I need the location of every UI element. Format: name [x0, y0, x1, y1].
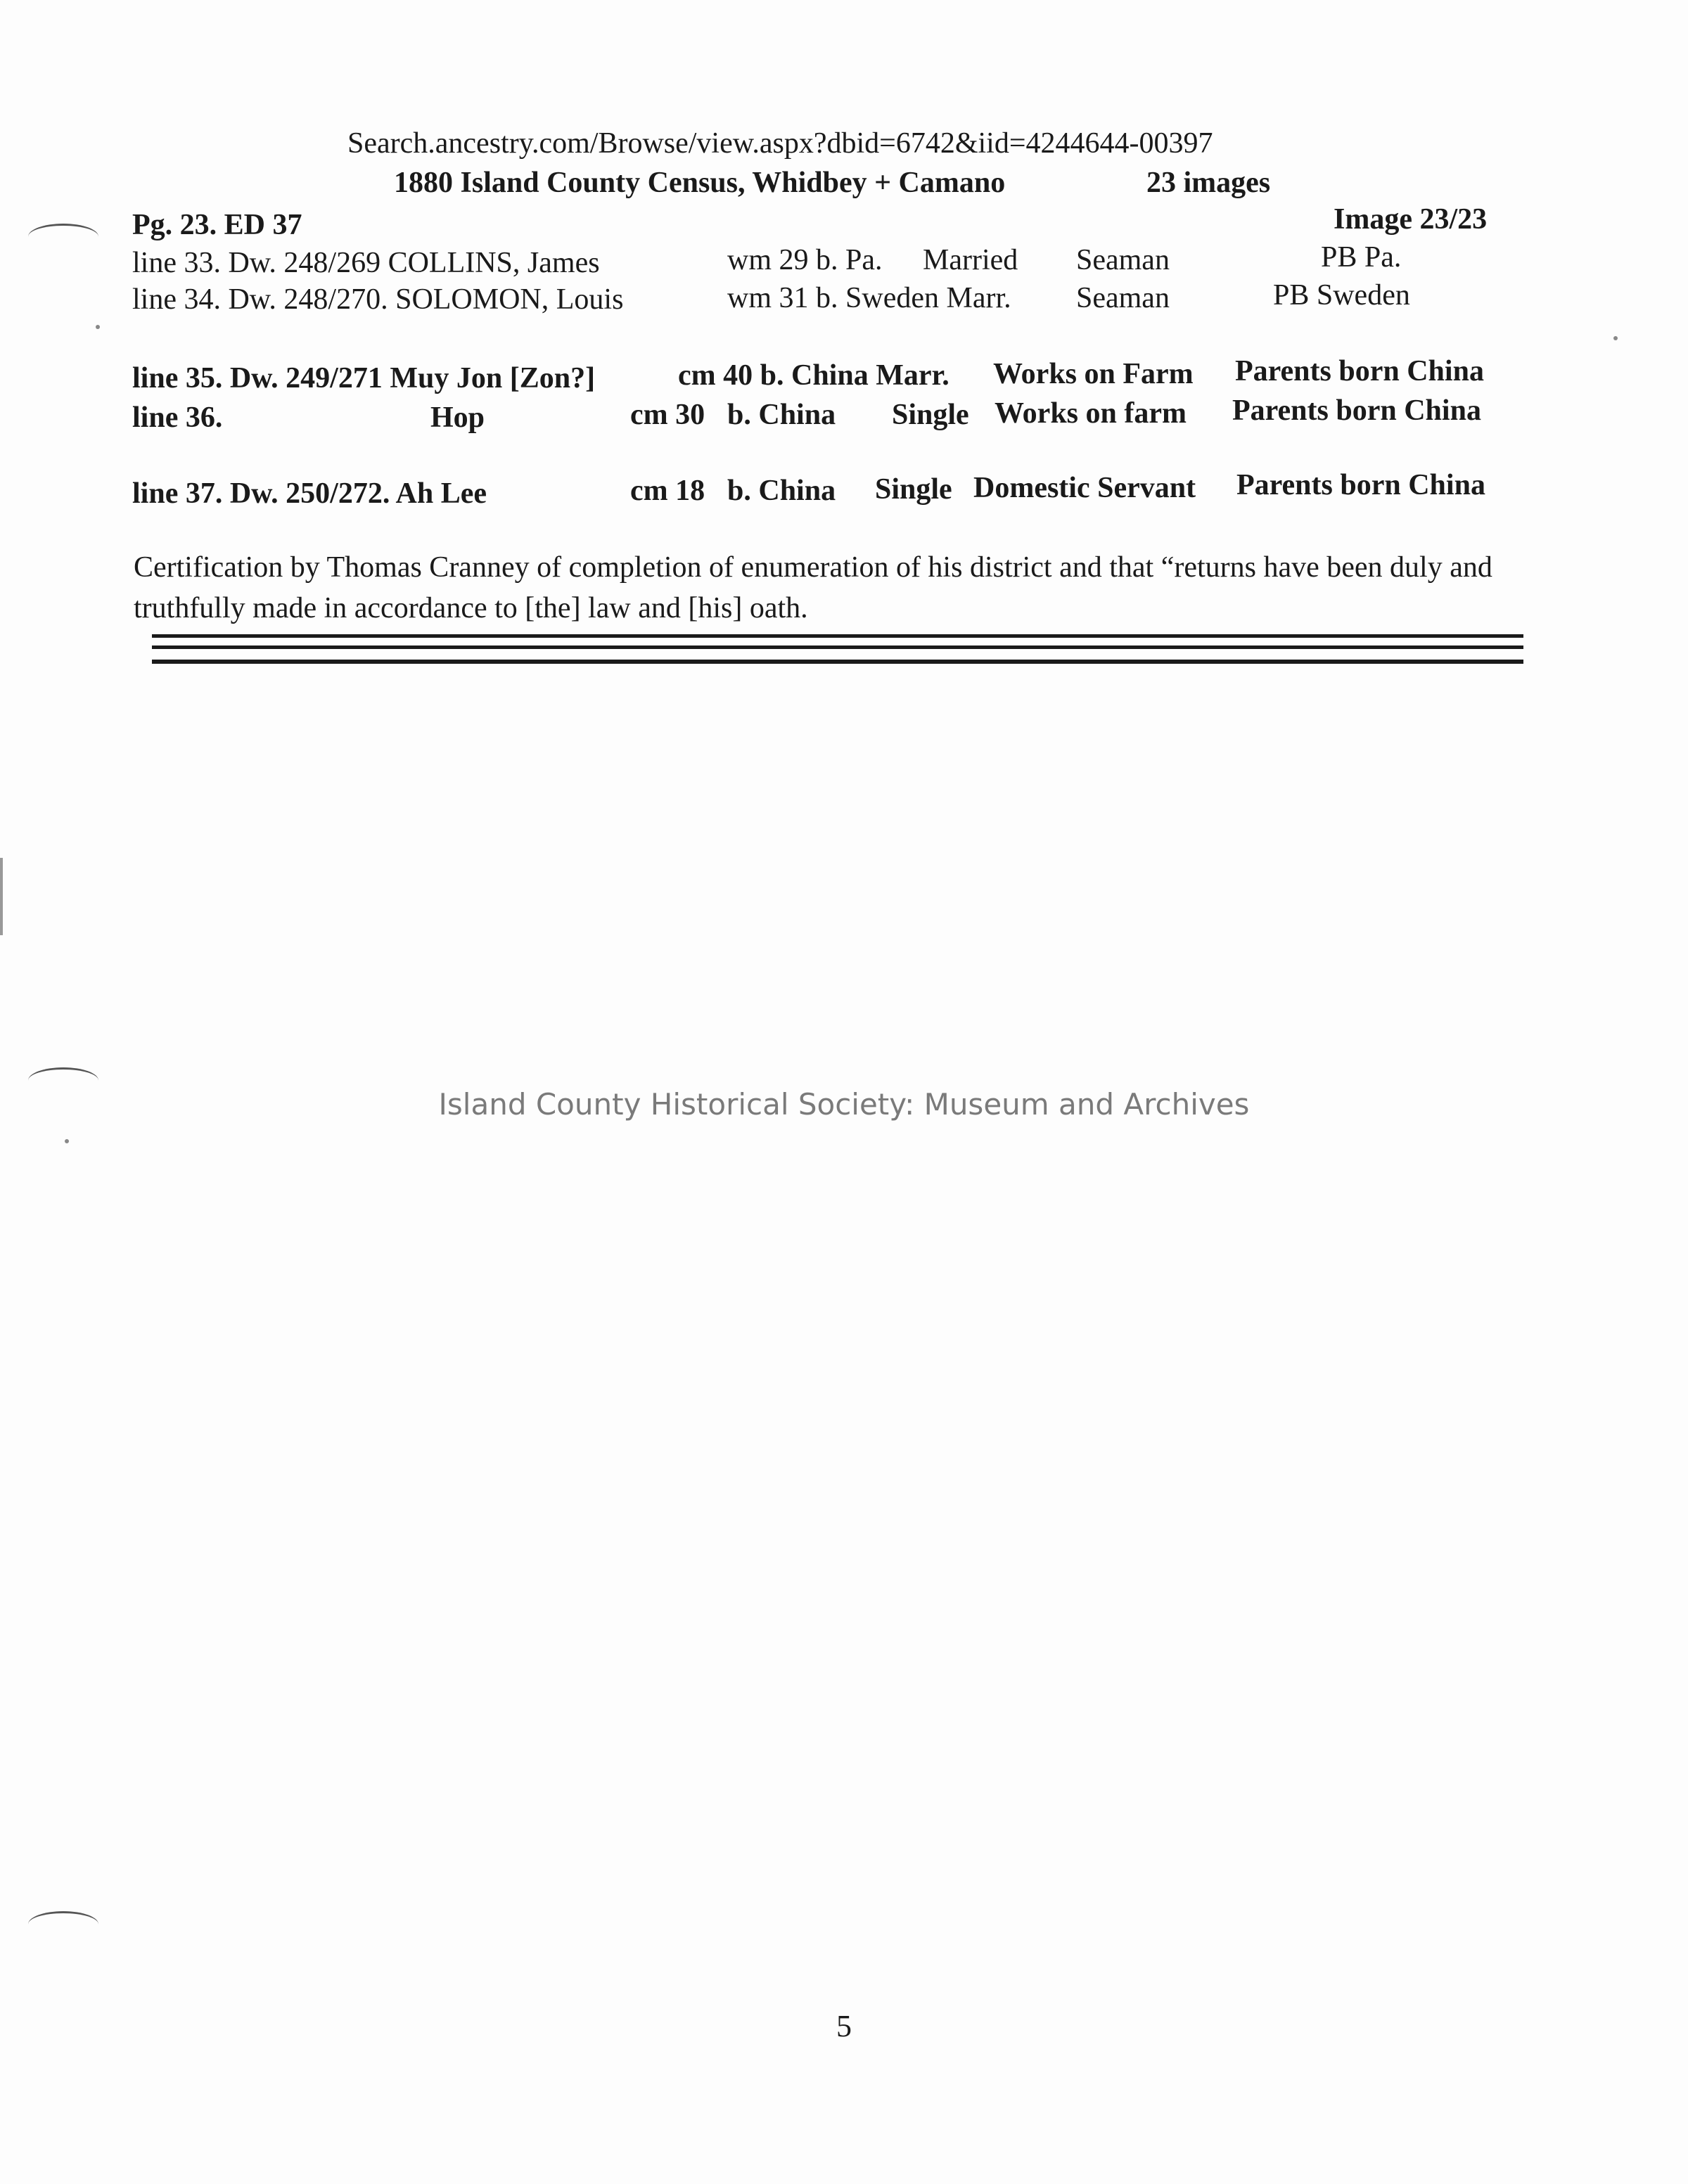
entry-birth: b. China: [727, 399, 836, 431]
divider-rule: [152, 660, 1523, 664]
punch-hole-mark: [28, 1911, 98, 1937]
source-url: Search.ancestry.com/Browse/view.aspx?dbid=6742&iid=4244644-00397: [347, 127, 1213, 160]
entry-occupation: Works on farm: [995, 397, 1187, 430]
entry-race-age: wm 29 b. Pa.: [727, 244, 883, 276]
entry-line: line 37. Dw. 250/272. Ah Lee: [132, 477, 487, 510]
entry-status: Single: [892, 399, 969, 431]
punch-hole-mark: [28, 224, 98, 250]
entry-birth: b. China: [727, 475, 836, 507]
archive-credit: Island County Historical Society: Museum and Archives: [438, 1087, 1250, 1122]
entry-parents: Parents born China: [1232, 394, 1481, 427]
entry-occupation: Seaman: [1076, 244, 1170, 276]
scan-speck: [1613, 336, 1618, 340]
entry-parents: Parents born China: [1236, 469, 1485, 501]
image-label: Image 23/23: [1334, 203, 1488, 236]
census-title: 1880 Island County Census, Whidbey + Camano: [394, 167, 1006, 199]
entry-occupation: Seaman: [1076, 282, 1170, 314]
entry-status: Single: [875, 473, 952, 506]
entry-status: Married: [923, 244, 1018, 276]
entry-race-age: cm 40 b. China Marr.: [678, 359, 950, 392]
entry-occupation: Domestic Servant: [973, 472, 1196, 504]
entry-line: line 35. Dw. 249/271 Muy Jon [Zon?]: [132, 362, 596, 394]
entry-parents: PB Sweden: [1273, 279, 1410, 311]
divider-rule: [152, 645, 1523, 649]
entry-race-age: wm 31 b. Sweden Marr.: [727, 282, 1011, 314]
certification-text: Certification by Thomas Cranney of completion of enumeration of his district and that “returns have been duly and truthfully made in accordance to [the] law and [his] oath.: [134, 551, 1492, 624]
entry-parents: PB Pa.: [1321, 241, 1402, 274]
image-count: 23 images: [1146, 167, 1271, 199]
entry-line: line 36.: [132, 402, 223, 434]
scan-speck: [65, 1139, 69, 1143]
entry-race-age: cm 30: [630, 399, 705, 431]
entry-occupation: Works on Farm: [993, 358, 1194, 390]
entry-line: line 34. Dw. 248/270. SOLOMON, Louis: [132, 283, 624, 316]
scan-speck: [96, 325, 100, 329]
entry-line: line 33. Dw. 248/269 COLLINS, James: [132, 247, 600, 279]
page-number: 5: [836, 2009, 852, 2043]
divider-rule: [152, 634, 1523, 638]
entry-race-age: cm 18: [630, 475, 705, 507]
entry-name: Hop: [430, 402, 485, 434]
page-ed-label: Pg. 23. ED 37: [132, 209, 302, 241]
scan-edge-mark: [0, 858, 3, 935]
entry-parents: Parents born China: [1235, 355, 1484, 387]
